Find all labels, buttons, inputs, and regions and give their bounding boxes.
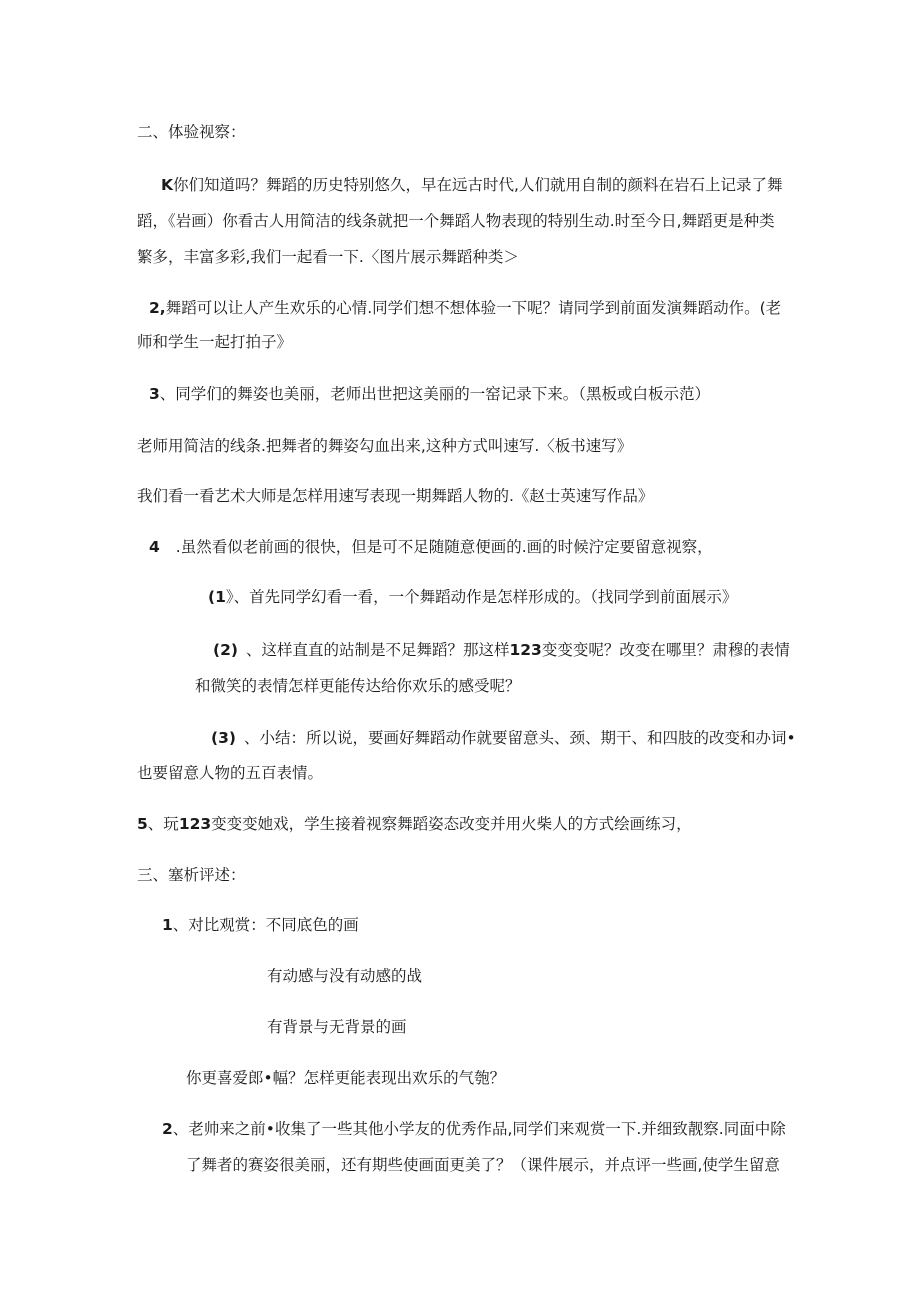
sub-item-text: 》、首先同学幻看一看，一个舞蹈动作是怎样形成的。（找同学到前面展示》	[225, 588, 738, 606]
section-heading-3: 三、塞析评述：	[137, 866, 246, 884]
paragraph-marker: 3	[149, 385, 160, 403]
sub-item-1	[208, 587, 737, 607]
sub-item-2-line-1	[213, 640, 790, 660]
paragraph-text: 、对比观赏：不同底色的画	[172, 916, 359, 934]
paragraph-text: 你们知道吗？舞蹈的历史特别悠久，早在远古时代,人们就用自制的颜料在岩石上记录了舞	[173, 176, 783, 194]
paragraph-5	[137, 814, 692, 834]
sub-item-text: 变变变呢？改变在哪里？肃穆的表情	[541, 641, 790, 659]
paragraph-3	[149, 384, 710, 404]
paragraph-marker: 2,	[149, 299, 166, 317]
paragraph-text: 、玩	[147, 815, 179, 833]
paragraph-3b: 我们看一看艺术大师是怎样用速写表现一期舞蹈人物的.《赵士英速写作品》	[137, 487, 654, 505]
sub-item-number: 123	[509, 641, 542, 659]
paragraph-text: 、同学们的舞姿也美丽，老师出世把这美丽的一窑记录下来。（黑板或白板示范）	[159, 385, 711, 403]
sub-item-marker: (2)	[213, 641, 238, 659]
sub-item-2-line-2: 和微笑的表情怎样更能传达给你欢乐的感受呢？	[195, 677, 521, 695]
paragraph-3a: 老师用简洁的线条.把舞者的舞姿勾血出来,这种方式叫速写.〈板书速写》	[137, 437, 633, 455]
paragraph-4	[149, 537, 713, 557]
comparison-item-2: 有动感与没有动感的战	[267, 967, 423, 985]
paragraph-marker: 2	[162, 1120, 173, 1138]
paragraph-1-line-1	[161, 175, 782, 195]
paragraph-2-line-2: 师和学生一起打拍子》	[137, 333, 293, 351]
paragraph-marker: K	[161, 176, 174, 194]
section-heading-2: 二、体验视察：	[137, 123, 246, 141]
sub-item-3-line-2: 也要留意人物的五百表情。	[137, 764, 324, 782]
paragraph-marker: 5	[137, 815, 148, 833]
paragraph-marker: 1	[162, 916, 173, 934]
sub-item-text: 、这样直直的站制是不足舞蹈？那这样	[245, 641, 510, 659]
paragraph-text: 、老帅来之前•收集了一些其他小学友的优秀作品,同学们来观赏一下.并细致靓察.同面中除	[172, 1120, 786, 1138]
paragraph-text: .虽然看似老前画的很快，但是可不足随随意便画的.画的时候泞定要留意视察，	[175, 538, 713, 556]
paragraph-marker: 4	[149, 538, 160, 556]
comparison-item-1	[162, 915, 359, 935]
paragraph-text: 变变变她戏，学生接着视察舞蹈姿态改变并用火柴人的方式绘画练习，	[211, 815, 692, 833]
comparison-item-3: 有背景与无背景的画	[267, 1018, 407, 1036]
paragraph-1-line-3: 繁多，丰富多彩,我们一起看一下.〈图片展示舞蹈种类＞	[137, 248, 519, 266]
paragraph-c2-line-2: 了舞者的赛姿很美丽，还有期些使画面更美了？（课件展示，并点评一些画,使学生留意	[186, 1156, 780, 1174]
paragraph-1-line-2: 蹈，《岩画）你看古人用简洁的线条就把一个舞蹈人物表现的特别生动.时至今日,舞蹈更是种类	[137, 212, 775, 230]
paragraph-number: 123	[178, 815, 212, 833]
discussion-question: 你更喜爱郎•幅？怎样更能表现出欢乐的气匏？	[186, 1069, 506, 1087]
sub-item-text: 、小结：所以说，要画好舞蹈动作就要留意头、颈、期干、和四肢的改变和办词•	[243, 729, 796, 747]
paragraph-c2-line-1	[162, 1119, 786, 1139]
sub-item-3-line-1	[211, 728, 796, 748]
paragraph-text: 舞蹈可以让人产生欢乐的心情.同学们想不想体验一下呢？请同学到前面发演舞蹈动作。(老	[165, 299, 782, 317]
sub-item-marker: (3)	[211, 729, 236, 747]
sub-item-marker: (1	[208, 588, 226, 606]
paragraph-2-line-1	[149, 298, 781, 318]
